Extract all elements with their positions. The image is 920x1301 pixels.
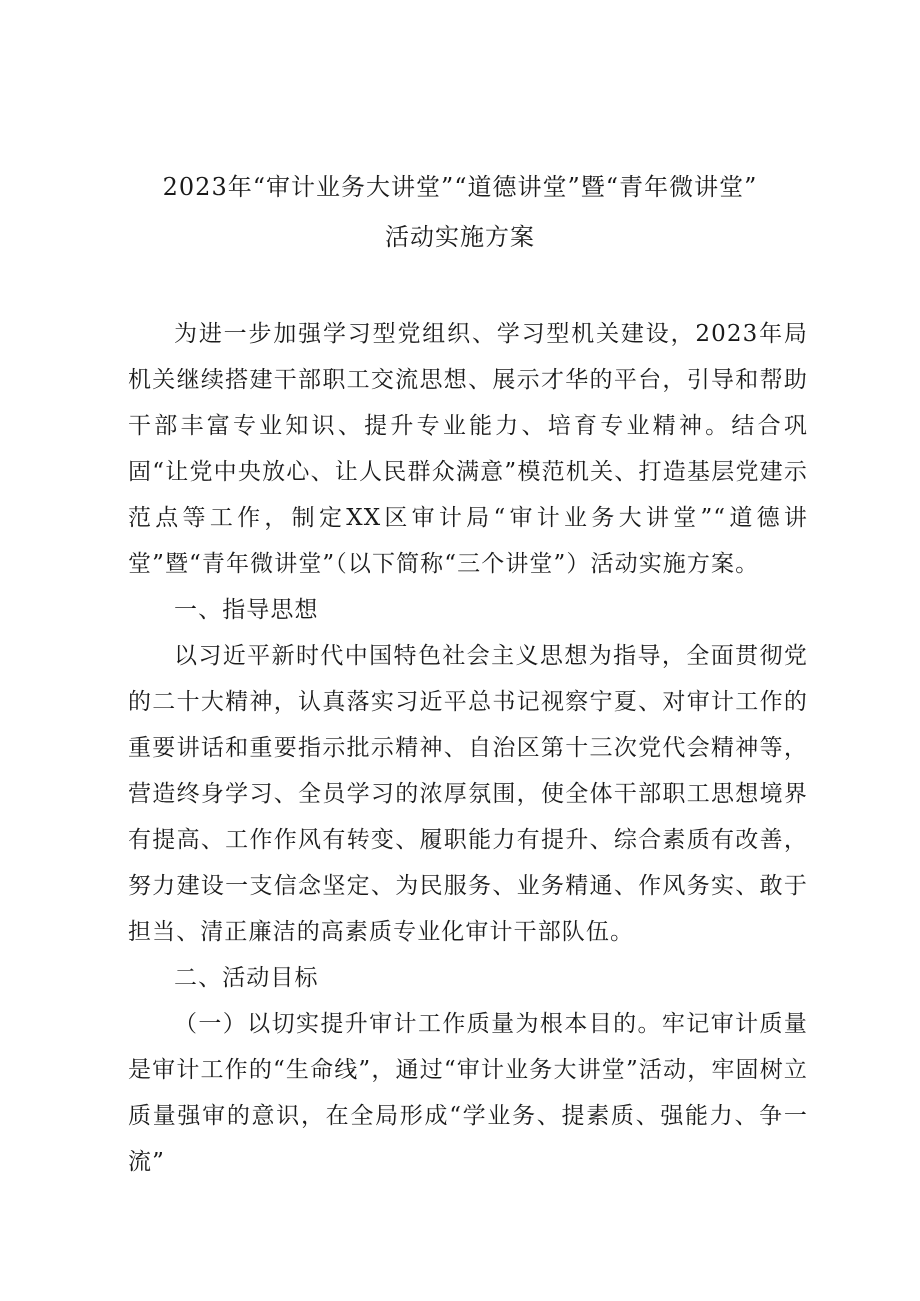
document-body: [128, 311, 808, 1185]
document-title-line-1: 2023年“审计业务大讲堂”“道德讲堂”暨“青年微讲堂”: [162, 173, 758, 201]
activity-goal-item-1: （一）以切实提升审计工作质量为根本目的。牢记审计质量是审计工作的“生命线”，通过“审计业务大讲堂”活动，牢固树立质量强审的意识，在全局形成“学业务、提素质、强能力、争一流”: [128, 1011, 808, 1175]
section-heading-activity-goals: 二、活动目标: [174, 965, 319, 991]
guiding-thought-paragraph: 以习近平新时代中国特色社会主义思想为指导，全面贯彻党的二十大精神，认真落实习近平总书记视察宁夏、对审计工作的重要讲话和重要指示批示精神、自治区第十三次党代会精神等，营造终身学习、全员学习的浓厚氛围，使全体干部职工思想境界有提高、工作作风有转变、履职能力有提升、综合素质有改善，努力建设一支信念坚定、为民服务、业务精通、作风务实、敢于担当、清正廉洁的高素质专业化审计干部队伍。: [128, 643, 808, 945]
section-heading-guiding-thought: 一、指导思想: [174, 597, 319, 623]
document-title-line-2: 活动实施方案: [385, 223, 535, 251]
intro-paragraph: 为进一步加强学习型党组织、学习型机关建设，2023年局机关继续搭建干部职工交流思想、展示才华的平台，引导和帮助干部丰富专业知识、提升专业能力、培育专业精神。结合巩固“让党中央放心、让人民群众满意”模范机关、打造基层党建示范点等工作，制定XX区审计局“审计业务大讲堂”“道德讲堂”暨“青年微讲堂”（以下简称“三个讲堂”）活动实施方案。: [128, 321, 808, 577]
